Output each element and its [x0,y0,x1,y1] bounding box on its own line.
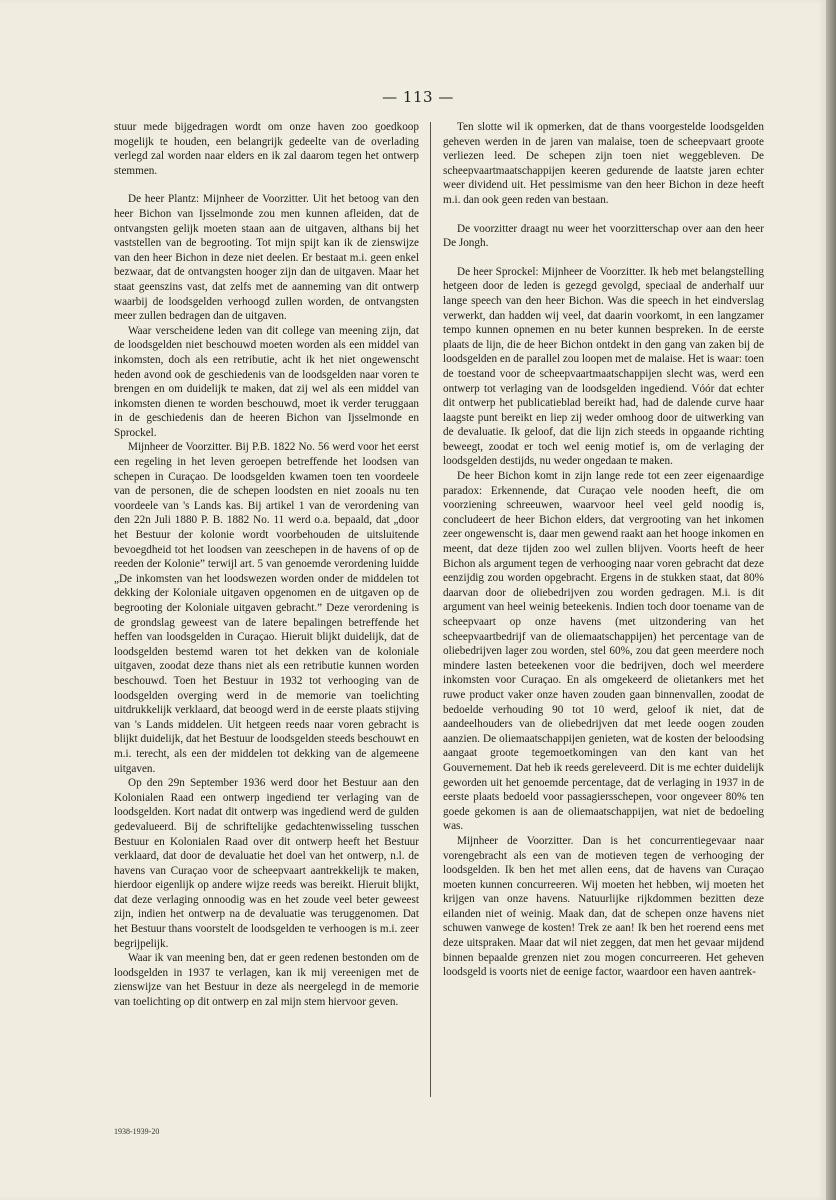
paragraph: De voorzitter draagt nu weer het voorzitterschap over aan den heer De Jongh. [443,222,764,250]
paragraph: Mijnheer de Voorzitter. Dan is het concurrentiegevaar naar vorengebracht als een van de motieven tegen de verhooging der loodsgelden. Ik ben het met allen eens, dat de havens van Curaçao moeten kunnen concurreeren. Wij moeten het hebben, wij moeten het krijgen van onze havens. Natuurlijke rijkdommen bezitten deze eilanden niet of weinig. Maak dan, dat de schepen onze havens niet schuwen vanwege de kosten! Trek ze aan! Ik ben het roerend eens met deze uitspraken. Maar dat wil niet zeggen, dat men het gevaar mijdend binnen bepaalde grenzen niet zou mogen concurreeren. Het geheven loodsgeld is voorts niet de eenige factor, waardoor een haven aantrek- [443,834,764,979]
page-edge-shadow [826,0,836,1200]
paragraph: stuur mede bijgedragen wordt om onze haven zoo goedkoop mogelijk te houden, een belangrijk gedeelte van de overlading verlegd zal worden naar elders en ik zal daarom tegen het ontwerp stemmen. [114,121,419,177]
paragraph: Mijnheer de Voorzitter. Bij P.B. 1822 No. 56 werd voor het eerst een regeling in het leven geroepen betreffende het loodsen van schepen in Curaçao. De loodsgelden kwamen toen ten voordeele van de personen, die de schepen loodsten en niet zooals nu ten voordeele van 's Lands kas. Bij artikel 1 van de verordening van den 22n Juli 1880 P. B. 1882 No. 11 werd o.a. bepaald, dat „door het Bestuur der kolonie wordt voorbehouden de uitsluitende bevoegdheid tot het loodsen van zeeschepen in de havens of op de reeden der Kolonie” terwijl art. 5 van genoemde verordening luidde „De inkomsten van het loodswezen worden onder de middelen tot dekking der Koloniale uitgaven opgenomen en de uitgaven op de begrooting der Koloniale uitgaven gebracht.” Deze verordening is de grondslag geweest van de latere bepalingen betreffende het heffen van loodsgelden in Curaçao. Hieruit blijkt duidelijk, dat de loodsgelden bestemd waren tot het dekken van de koloniale uitgaven, zoodat deze thans niet als een retributie kunnen worden beschouwd. Toen het Bestuur in 1932 tot verhooging van de loodsgelden overging werd in de memorie van toelichting uitdrukkelijk verklaard, dat beoogd werd in de eerste plaats stijving van 's Lands middelen. Uit hetgeen reeds naar voren gebracht is blijkt duidelijk, dat het Bestuur de loodsgelden steeds beschouwt en m.i. terecht, als een der middelen tot dekking van de algemeene uitgaven. [114,441,419,775]
paragraph: Op den 29n September 1936 werd door het Bestuur aan den Kolonialen Raad een ontwerp ingediend ter verlaging van de loodsgelden. Kort nadat dit ontwerp was ingediend werd de gulden gedevalueerd. Bij de schriftelijke gedachtenwisseling tusschen Bestuur en Kolonialen Raad over dit ontwerp heeft het Bestuur verklaard, dat door de devaluatie het doel van het ontwerp, n.l. de havens van Curaçao voor de scheepvaart aantrekkelijk te maken, hierdoor eigenlijk op andere wijze reeds was bereikt. Hieruit blijkt, dat deze verlaging onnoodig was en het zoude veel beter geweest zijn, indien het ontwerp na de devaluatie was teruggenomen. Dat het Bestuur thans voorstelt de loodsgelden te verhoogen is m.i. zeer begrijpelijk. [114,777,419,950]
right-column [443,120,764,980]
page-number: — 113 — [382,88,454,106]
paragraph: Ten slotte wil ik opmerken, dat de thans voorgestelde loodsgelden geheven werden in de jaren van malaise, toen de scheepvaart groote verliezen leed. De schepen zijn toen niet weggebleven. De scheepvaartmaatschappijen keeren gedurende de laatste jaren echter weer dividend uit. Het pessimisme van den heer Bichon in deze heeft m.i. dan ook geen reden van bestaan. [443,121,764,206]
paragraph: Waar verscheidene leden van dit college van meening zijn, dat de loodsgelden niet beschouwd moeten worden als een middel van inkomsten, doch als een retributie, acht ik het niet ongewenscht heden avond ook de geschiedenis van de loodsgelden naar voren te brengen en om duidelijk te maken, dat zij wel als een middel van inkomsten dienen te worden beschouwd, moet ik verder teruggaan in de geschiedenis dan de heeren Bichon van Ijsselmonde en Sprockel. [114,324,419,439]
column-divider [430,122,431,1097]
paragraph: De heer Bichon komt in zijn lange rede tot een zeer eigenaardige paradox: Erkennende, dat Curaçao vele nooden heeft, die om voorziening schreeuwen, waarvoor heel veel geld noodig is, concludeert de heer Bichon elders, dat vergrooting van het inkomen zeer ongewenscht is, daar men gewend raakt aan het hooge inkomen en meent, dat deze tijden zoo wel zullen blijven. Voorts heeft de heer Bichon als argument tegen de verhooging naar voren gebracht dat deze eenzijdig zou worden opgebracht. Ergens in de stukken staat, dat 80% daarvan door de oliebedrijven zou worden gedragen. M.i. is dit argument van heel weinig beteekenis. Indien toch door toename van de scheepvaart op onze havens (met uitzondering van het scheepvaartbedrijf van de oliemaatschappijen) het percentage van de oliebedrijven lager zou worden, stel 60%, zou dat geen meerdere noch mindere lasten beteekenen voor die bedrijven, doch wel meerdere inkomsten voor Curaçao. En als omgekeerd de olietankers met het ruwe product vaker onze haven zouden gaan binnenvallen, zoodat de bedoelde verhouding 90 tot 10 werd, geloof ik niet, dat de aandeelhouders van de oliebedrijven dat met leede oogen zouden aanzien. De oliemaatschappijen genieten, wat de kosten der beloodsing aangaat groote tegemoetkomingen van den kant van het Gouvernement. Dat heb ik reeds gereleveerd. Dit is me echter duidelijk geworden uit het genoemde percentage, dat de verlaging in 1937 in de eerste plaats bedoeld voor passagiersschepen, voor ongeveer 80% ten goede gekomen is aan de oliemaatschappijen, wat niet de bedoeling was. [443,470,764,833]
paragraph: Waar ik van meening ben, dat er geen redenen bestonden om de loodsgelden in 1937 te verlagen, kan ik mij vereenigen met de zienswijze van het Bestuur in deze als neergelegd in de memorie van toelichting op dit ontwerp en zal mijn stem hiervoor geven. [114,952,419,1009]
paragraph: De heer Plantz: Mijnheer de Voorzitter. Uit het betoog van den heer Bichon van Ijsselmonde zou men kunnen afleiden, dat de ontvangsten gelijk moeten staan aan de uitgaven, althans bij het vaststellen van de begrooting. Tot mijn spijt kan ik de zienswijze van den heer Bichon in deze niet deelen. Er bestaat m.i. geen enkel bezwaar, dat de ontvangsten hooger zijn dan de uitgaven. Maar het staat geenszins vast, dat zelfs met de aanneming van dit ontwerp waarbij de loodsgelden verhoogd zullen worden, de ontvangsten meer zullen bedragen dan de uitgaven. [114,193,419,323]
paragraph: De heer Sprockel: Mijnheer de Voorzitter. Ik heb met belangstelling hetgeen door de leden is gezegd gevolgd, speciaal de anderhalf uur lange speech van den heer Bichon. Was die speech in het eindverslag verwerkt, dan hadden wij veel, dat daarin voorkomt, in een langzamer tempo kunnen opnemen en nu beter kunnen bespreken. In de eerste plaats de lijn, die de heer Bichon ontdekt in den gang van zaken bij de loodsgelden en de parallel zou loopen met de malaise. Het is waar: toen de toestand voor de scheepvaartmaatschappijen slecht was, werd een ontwerp tot verlaging van de loodsgelden ingediend. Vóór dat echter dit ontwerp het publicatieblad bereikt had, had de dalende curve haar laagste punt bereikt en liep zij weder omhoog door de uitwerking van de devaluatie. Ik geloof, dat die lijn zich steeds in opgaande richting beweegt, zoodat er toch wel eenig motief is, om de verlaging der loodsgelden destijds, nu weder ongedaan te maken. [443,265,764,468]
left-column [114,120,419,1010]
footer-code: 1938-1939-20 [114,1127,160,1136]
